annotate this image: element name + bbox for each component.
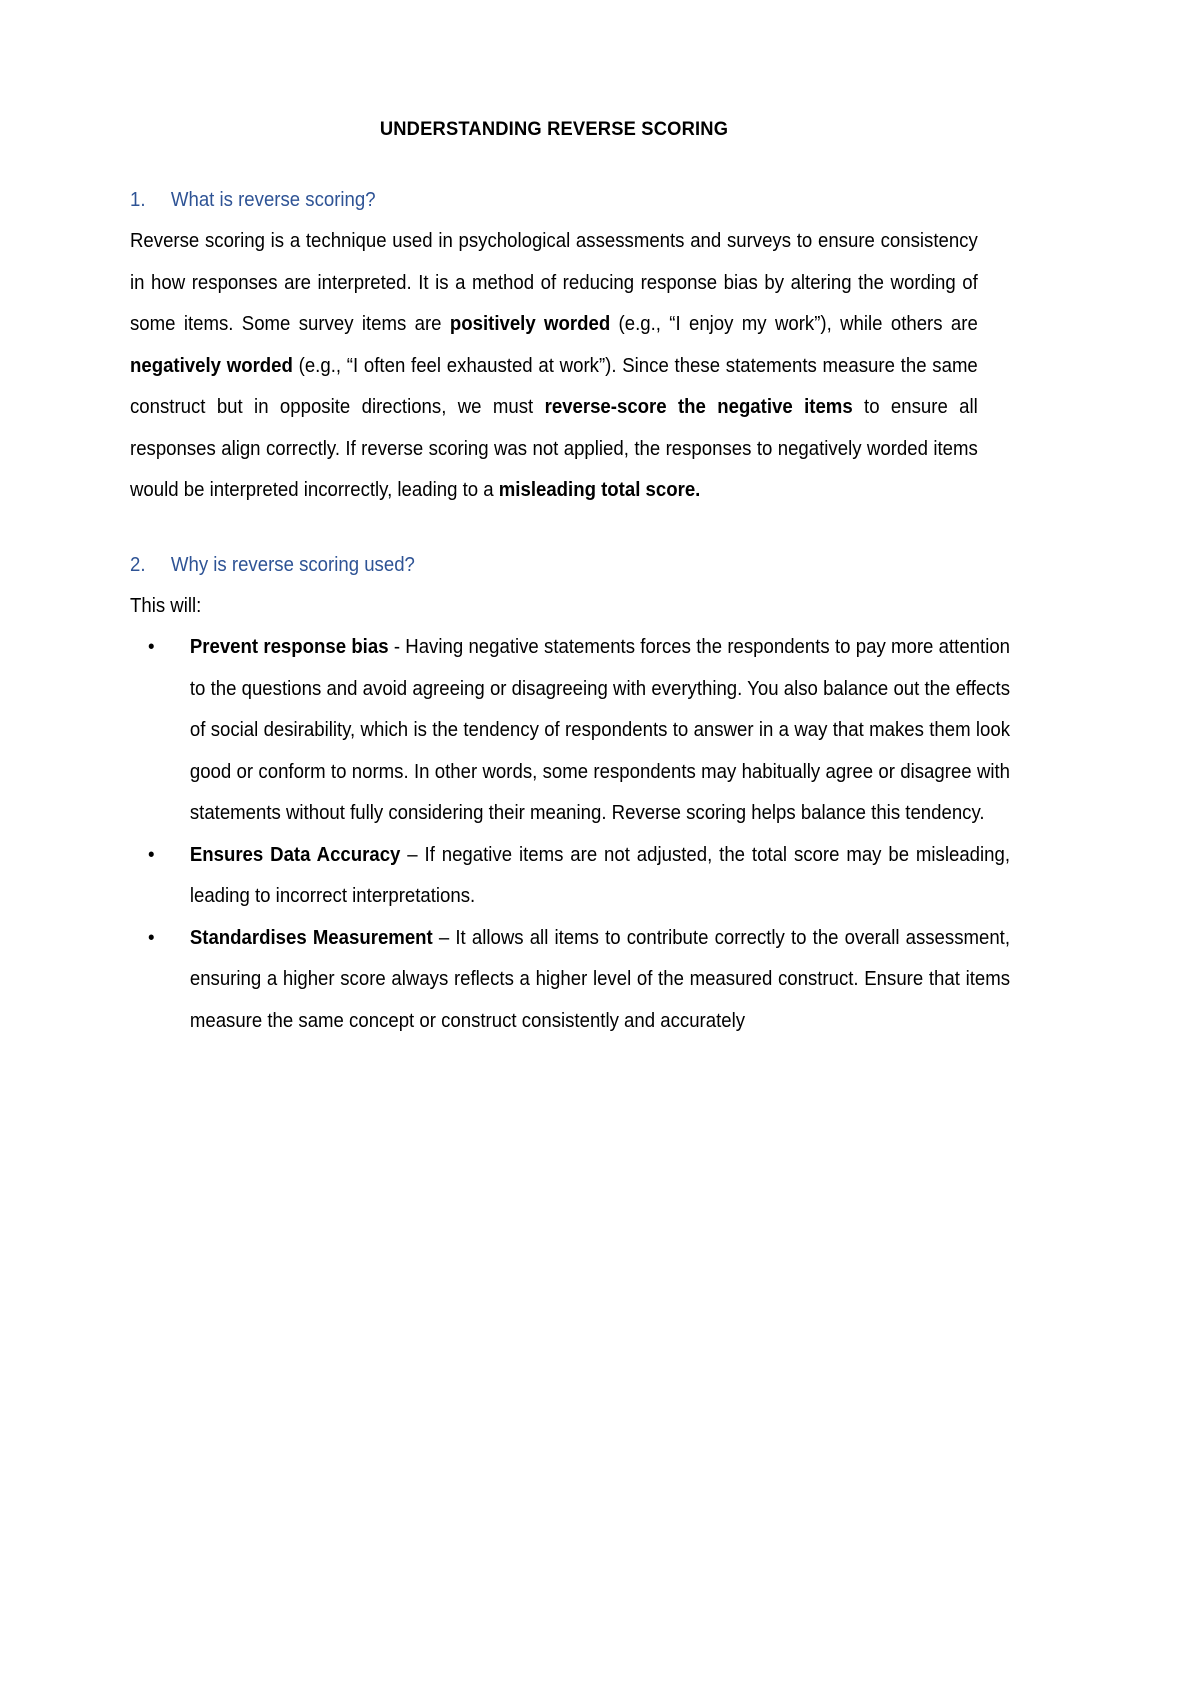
section-number-2: 2. bbox=[130, 553, 146, 576]
page-title: UNDERSTANDING REVERSE SCORING bbox=[379, 118, 729, 140]
list-item bbox=[148, 627, 1010, 835]
document-body bbox=[130, 118, 1011, 1042]
emphasized-text: Ensures Data Accuracy bbox=[189, 843, 401, 866]
section-spacer bbox=[130, 512, 978, 552]
section-heading-1 bbox=[130, 187, 978, 214]
bullet-icon: • bbox=[148, 926, 155, 949]
emphasized-text: Standardises Measurement bbox=[189, 926, 433, 949]
section-title-2: Why is reverse scoring used? bbox=[170, 553, 415, 576]
section-1-paragraph bbox=[130, 221, 978, 512]
bullet-icon: • bbox=[148, 843, 155, 866]
emphasized-text: Prevent response bias bbox=[189, 636, 389, 659]
section-title-1: What is reverse scoring? bbox=[170, 189, 376, 212]
body-text: (e.g., “I often feel exhausted at work”). Since these statements measure the same construct but in opposite directions, we must bbox=[130, 354, 978, 419]
body-text: (e.g., “I enjoy my work”), while others are bbox=[610, 313, 978, 336]
section-heading-2 bbox=[130, 552, 978, 579]
list-item bbox=[148, 835, 1010, 918]
emphasized-text: negatively worded bbox=[130, 354, 293, 377]
body-text: - Having negative statements forces the respondents to pay more attention to the questions and avoid agreeing or disagreeing with everything. You also balance out the effects of social desirability, which is the tendency of respondents to answer in a way that makes them look good or conform to norms. In other words, some respondents may habitually agree or disagree with statements without fully considering their meaning. Reverse scoring helps balance this tendency. bbox=[189, 636, 1011, 825]
emphasized-text: misleading total score. bbox=[498, 479, 701, 502]
body-text: – It allows all items to contribute correctly to the overall assessment, ensuring a higher score always reflects a higher level of the measured construct. Ensure that items measure the same concept or construct consistently and accurately bbox=[189, 926, 1011, 1032]
body-text: to ensure all responses align correctly. If reverse scoring was not applied, the responses to negatively worded items would be interpreted incorrectly, leading to a bbox=[130, 396, 978, 502]
section-number-1: 1. bbox=[130, 189, 146, 212]
list-item bbox=[148, 918, 1010, 1043]
bullet-icon: • bbox=[148, 636, 155, 659]
list-item-text bbox=[190, 927, 1010, 1032]
body-text: Reverse scoring is a technique used in psychological assessments and surveys to ensure consistency in how responses are interpreted. It is a method of reducing response bias by altering the wording of some items. Some survey items are bbox=[130, 230, 978, 336]
list-item-text bbox=[190, 636, 1010, 824]
body-text: – If negative items are not adjusted, the total score may be misleading, leading to incorrect interpretations. bbox=[189, 843, 1011, 908]
emphasized-text: reverse-score the negative items bbox=[544, 396, 853, 419]
section-2-intro: This will: bbox=[130, 594, 202, 617]
emphasized-text: positively worded bbox=[449, 313, 611, 336]
benefits-list bbox=[130, 627, 1011, 1042]
list-item-text bbox=[190, 844, 1010, 908]
